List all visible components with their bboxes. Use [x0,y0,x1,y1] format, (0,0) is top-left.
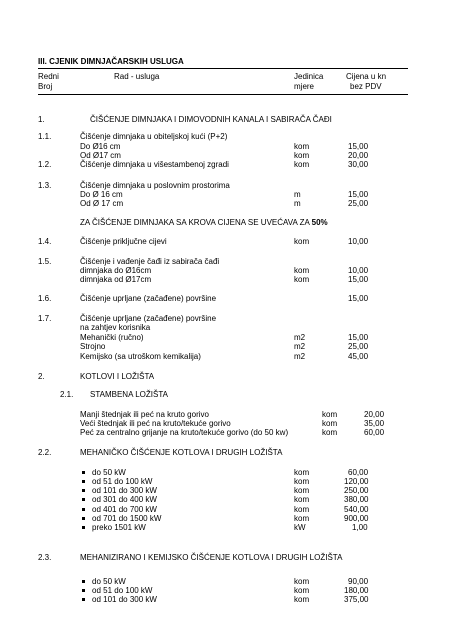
row-2-2-item-6-price: 900,00 [344,514,369,523]
row-1-2-number: 1.2. [38,160,52,169]
row-2-1-item-3-unit: kom [322,428,338,437]
header-col-redni: Redni [38,72,59,81]
row-1-7-a-unit: m2 [294,333,306,342]
row-2-3-item-2-price: 180,00 [344,586,369,595]
row-2-1-item-1-price: 20,00 [364,410,385,419]
roof-surcharge-note [80,218,328,227]
row-1-4-number: 1.4. [38,237,52,246]
row-1-1-b-price: 20,00 [348,151,369,160]
row-1-6-number: 1.6. [38,294,52,303]
bullet-icon [82,508,85,511]
row-1-1-desc: Čišćenje dimnjaka u obiteljskoj kući (P+2) [80,132,228,141]
header-col-cijena: Cijena u kn [346,72,387,81]
row-1-1-a-desc: Do Ø16 cm [80,142,121,151]
row-2-2-item-3-price: 250,00 [344,486,369,495]
bullet-icon [82,498,85,501]
row-2-2-item-7-unit: kW [294,523,306,532]
row-1-3-b-unit: m [294,199,301,208]
row-2-2-item-7-price: 1,00 [352,523,368,532]
row-2-2-item-3-desc: od 101 do 300 kW [92,486,157,495]
row-2-2-item-6-desc: od 701 do 1500 kW [92,514,162,523]
row-2-3-item-3-desc: od 101 do 300 kW [92,595,157,604]
section-2-title: KOTLOVI I LOŽIŠTA [80,372,155,381]
row-2-3-number: 2.3. [38,553,52,562]
row-2-1-item-2-desc: Veći štednjak ili peć na kruto/tekuće gorivo [80,419,231,428]
row-1-3-number: 1.3. [38,181,52,190]
row-1-1-a-price: 15,00 [348,142,369,151]
row-2-2-title: MEHANIČKO ČIŠĆENJE KOTLOVA I DRUGIH LOŽIŠTA [80,448,283,457]
row-2-1-item-2-price: 35,00 [364,419,385,428]
row-1-3-desc: Čišćenje dimnjaka u poslovnim prostorima [80,181,230,190]
row-1-2-desc: Čišćenje dimnjaka u višestambenoj zgradi [80,160,229,169]
row-2-1-item-3-desc: Peć za centralno grijanje na kruto/tekuće gorivo (do 50 kw) [80,428,289,437]
row-2-1-title: STAMBENA LOŽIŠTA [90,390,168,399]
row-2-1-item-2-unit: kom [322,419,338,428]
row-1-5-a-unit: kom [294,266,310,275]
bullet-icon [82,598,85,601]
row-1-4-price: 10,00 [348,237,369,246]
row-2-3-item-3-price: 375,00 [344,595,369,604]
row-2-2-item-5-desc: od 401 do 700 kW [92,505,157,514]
row-1-7-c-unit: m2 [294,352,306,361]
row-2-2-item-1-price: 60,00 [348,468,369,477]
header-col-broj: Broj [38,82,53,91]
row-1-7-desc-2: na zahtjev korisnika [80,323,151,332]
row-2-2-item-7-desc: preko 1501 kW [92,523,146,532]
row-1-1-a-unit: kom [294,142,310,151]
header-col-rad-usluga: Rad - usluga [114,72,160,81]
bullet-icon [82,489,85,492]
row-2-3-item-2-desc: od 51 do 100 kW [92,586,153,595]
row-2-2-number: 2.2. [38,448,52,457]
row-1-5-b-price: 15,00 [348,275,369,284]
row-1-3-a-price: 15,00 [348,190,369,199]
row-2-1-number: 2.1. [60,390,74,399]
section-1-title: ČIŠĆENJE DIMNJAKA I DIMOVODNIH KANALA I SABIRAČA ČAĐI [90,115,332,124]
row-1-5-a-price: 10,00 [348,266,369,275]
row-2-2-item-5-price: 540,00 [344,505,369,514]
row-1-1-b-unit: kom [294,151,310,160]
row-1-7-c-price: 45,00 [348,352,369,361]
page-title: III. CJENIK DIMNJAČARSKIH USLUGA [38,57,184,66]
row-1-7-number: 1.7. [38,314,52,323]
row-2-2-item-2-unit: kom [294,477,310,486]
row-1-2-unit: kom [294,160,310,169]
section-2-number: 2. [38,372,45,381]
row-2-1-item-1-desc: Manji štednjak ili peć na kruto gorivo [80,410,209,419]
row-2-3-item-1-price: 90,00 [348,577,369,586]
bullet-icon [82,471,85,474]
row-2-2-item-4-desc: od 301 do 400 kW [92,495,157,504]
row-1-5-a-desc: dimnjaka do Ø16cm [80,266,152,275]
row-1-4-desc: Čišćenje priključne cijevi [80,237,167,246]
header-bottom-rule [38,94,408,95]
row-2-3-item-3-unit: kom [294,595,310,604]
row-2-3-item-1-unit: kom [294,577,310,586]
row-2-3-item-2-unit: kom [294,586,310,595]
row-2-3-item-1-desc: do 50 kW [92,577,126,586]
row-2-2-item-6-unit: kom [294,514,310,523]
row-2-2-item-3-unit: kom [294,486,310,495]
row-1-7-a-desc: Mehanički (ručno) [80,333,144,342]
row-1-3-b-desc: Od Ø 17 cm [80,199,124,208]
row-2-1-item-3-price: 60,00 [364,428,385,437]
row-2-2-item-2-price: 120,00 [344,477,369,486]
bullet-icon [82,480,85,483]
header-col-mjere: mjere [294,82,315,91]
header-col-jedinica: Jedinica [294,72,324,81]
row-1-3-b-price: 25,00 [348,199,369,208]
row-1-7-desc: Čišćenje uprljane (začađene) površine [80,314,217,323]
section-1-number: 1. [38,115,45,124]
bullet-icon [82,517,85,520]
row-1-6-desc: Čišćenje uprljane (začađene) površine [80,294,217,303]
bullet-icon [82,589,85,592]
row-1-7-b-price: 25,00 [348,342,369,351]
header-top-rule [38,68,408,69]
row-1-3-a-desc: Do Ø 16 cm [80,190,123,199]
row-1-1-b-desc: Od Ø17 cm [80,151,121,160]
row-1-2-price: 30,00 [348,160,369,169]
row-1-7-a-price: 15,00 [348,333,369,342]
row-1-7-c-desc: Kemijsko (sa utroškom kemikalija) [80,352,201,361]
row-2-2-item-1-desc: do 50 kW [92,468,126,477]
row-1-5-b-unit: kom [294,275,310,284]
row-2-2-item-4-price: 380,00 [344,495,369,504]
row-1-7-b-unit: m2 [294,342,306,351]
row-1-5-b-desc: dimnjaka od Ø17cm [80,275,152,284]
row-1-6-price: 15,00 [348,294,369,303]
row-1-4-unit: kom [294,237,310,246]
row-2-1-item-1-unit: kom [322,410,338,419]
row-1-1-number: 1.1. [38,132,52,141]
row-2-2-item-5-unit: kom [294,505,310,514]
roof-surcharge-text: ZA ČIŠĆENJE DIMNJAKA SA KROVA CIJENA SE UVEĆAVA ZA [80,218,312,227]
row-1-3-a-unit: m [294,190,301,199]
row-1-7-b-desc: Strojno [80,342,106,351]
row-2-2-item-1-unit: kom [294,468,310,477]
row-2-2-item-4-unit: kom [294,495,310,504]
row-1-5-desc: Čišćenje i vađenje čađi iz sabirača čađi [80,257,220,266]
roof-surcharge-percent: 50% [311,218,328,227]
row-1-5-number: 1.5. [38,257,52,266]
header-col-bez-pdv: bez PDV [350,82,382,91]
bullet-icon [82,580,85,583]
row-2-2-item-2-desc: od 51 do 100 kW [92,477,153,486]
row-2-3-title: MEHANIZIRANO I KEMIJSKO ČIŠĆENJE KOTLOVA I DRUGIH LOŽIŠTA [80,553,343,562]
bullet-icon [82,526,85,529]
